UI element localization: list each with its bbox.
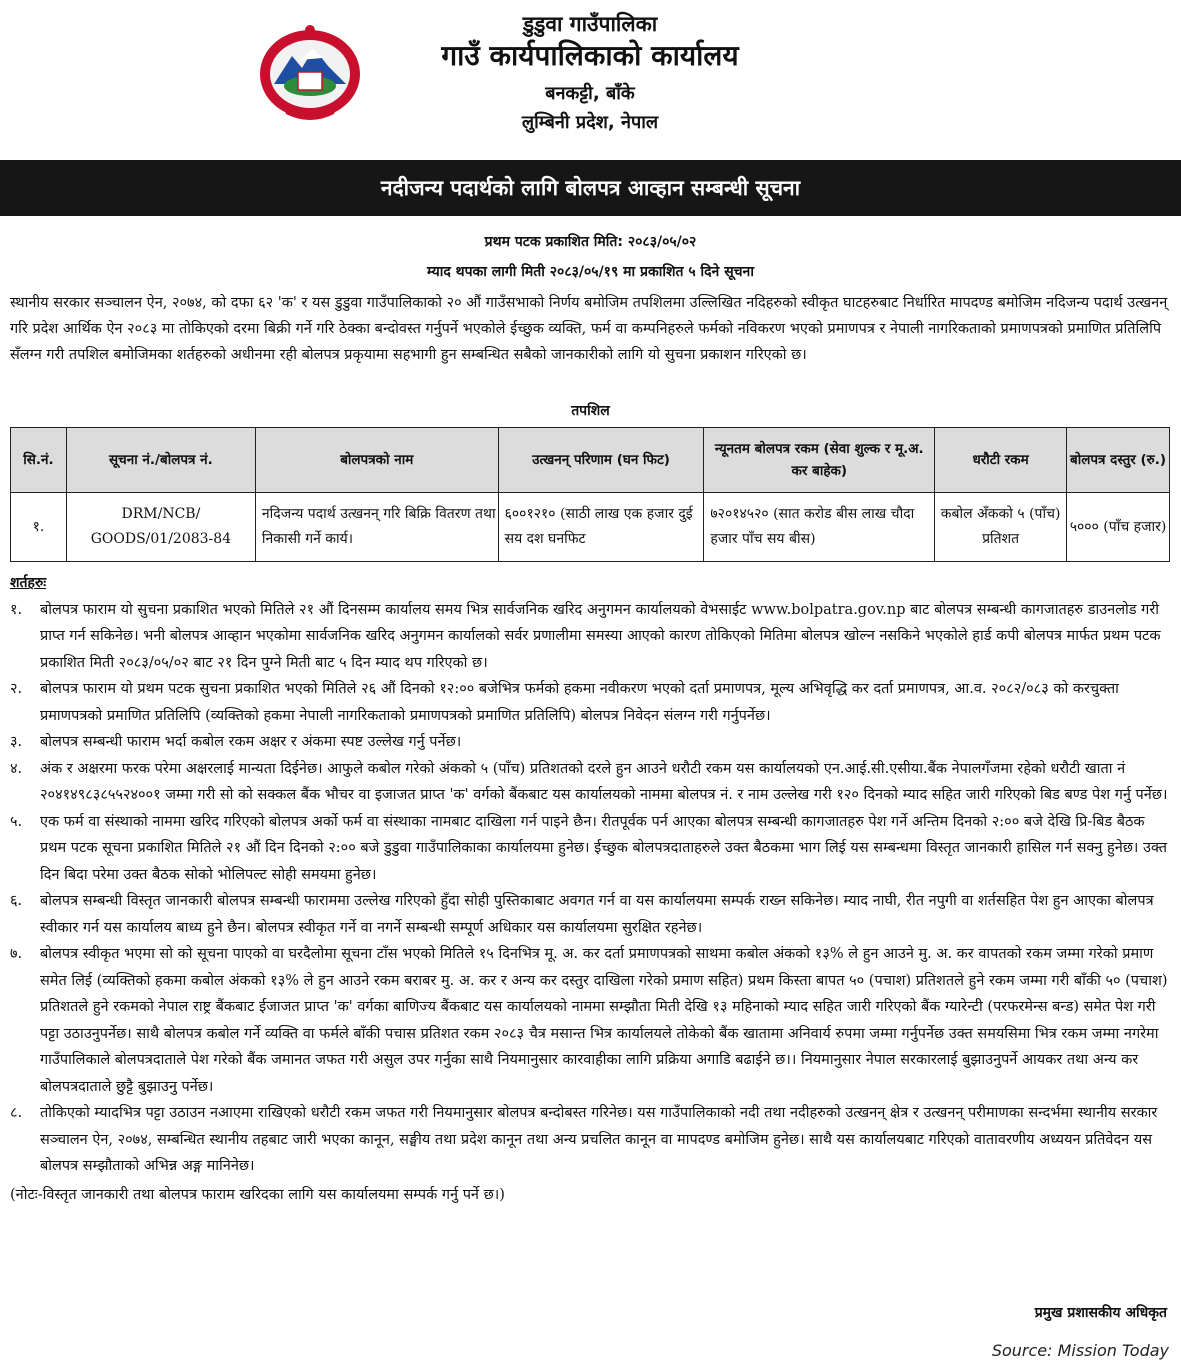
bid-table: [10, 427, 1170, 562]
condition-number: ६.: [10, 893, 23, 909]
intro-paragraph: स्थानीय सरकार सञ्चालन ऐन, २०७४, को दफा ६२ 'क' र यस डुडुवा गाउँपालिकाको २० औं गाउँसभाको निर्णय बमोजिम तपशिलमा उल्लिखित नदिहरुको स्वीकृत घाटहरुबाट निर्धारित मापदण्ड बमोजिम नदिजन्य पदार्थ उत्खनन् गरि प्रदेश आर्थिक ऐन २०८३ मा तोकिएको दरमा बिक्री गर्ने गरि ठेक्का बन्दोवस्त गर्नुपर्ने भएकोले ईच्छुक व्यक्ति, फर्म वा कम्पनिहरुले फर्मको नविकरण भएको प्रमाणपत्र र नेपाली नागरिकताको प्रमाणपत्रको प्रमाणित प्रतिलिपि सँलग्न गरी तपशिल बमोजिमका शर्तहरुको अधीनमा रही बोलपत्र प्रकृयामा सहभागी हुन सम्बन्धित सबैको जानकारीको लागि यो सुचना प्रकाशन गरिएको छ।: [10, 295, 1168, 363]
condition-item: [10, 676, 1172, 729]
condition-text: बोलपत्र सम्बन्धी फाराम भर्दा कबोल रकम अक्षर र अंकमा स्पष्ट उल्लेख गर्नु पर्नेछ।: [40, 734, 462, 750]
province-country: लुम्बिनी प्रदेश, नेपाल: [521, 112, 659, 134]
details-heading: तपशिल: [571, 403, 610, 419]
conditions-section: [10, 570, 1172, 1208]
source-credit: Source: Mission Today: [991, 1341, 1169, 1360]
col-header-quantity: उत्खनन् परिणाम (घन फिट): [498, 428, 704, 493]
condition-number: २.: [10, 681, 23, 697]
col-header-fee: बोलपत्र दस्तुर (रु.): [1067, 428, 1170, 493]
cell-quantity: ६००१२१० (साठी लाख एक हजार दुई सय दश घनफिट: [498, 493, 704, 562]
note-text: (नोटः-विस्तृत जानकारी तथा बोलपत्र फाराम खरिदका लागि यस कार्यालयमा सम्पर्क गर्नु पर्ने छ।): [10, 1186, 505, 1203]
col-header-sn: सि.नं.: [11, 428, 67, 493]
condition-text: बोलपत्र स्वीकृत भएमा सो को सूचना पाएको वा घरदैलोमा सूचना टाँस भएको मितिले १५ दिनभित्र मू. अ. कर दर्ता प्रमाणपत्रको साथमा कबोल अंकको १३% ले हुन आउने मु. अ. कर वापतको रकम जम्मा गरेको प्रमाण समेत लिई (व्यक्तिको हकमा कबोल अंकको १३% ले हुन आउने रकम बराबर मु. अ. कर र अन्य कर दस्तुर दाखिला गरेको प्रमाण सहित) प्रथम किस्ता बापत ५० (पचाश) प्रतिशतले हुने रकम जम्मा गरी बाँकी ५० (पचाश) प्रतिशतले हुने रकमको नेपाल राष्ट्र बैंकबाट ईजाजत प्राप्त 'क' वर्गका बाणिज्य बैंकबाट यस कार्यालयको नाममा सम्झौता मिती देखि १३ महिनाको म्याद सहित जारी गरिएको बैंक ग्यारेन्टी (परफरमेन्स बन्ड) समेत पेश गरी पट्टा उठाउनुपर्नेछ। साथै बोलपत्र कबोल गर्ने व्यक्ति वा फर्मले बाँकी पचास प्रतिशत रकम २०८३ चैत्र मसान्त भित्र कार्यालयले तोकेको बैंक खातामा अनिवार्य रुपमा जम्मा गर्नुपर्नेछ उक्त समयसिमा भित्र रकम जम्मा नगरेमा गाउँपालिकाले बोलपत्रदाताले पेश गरेको बैंक जमानत जफत गरी असुल उपर गर्नुका साथै नियमानुसार कारवाहीका लागि प्रक्रिया अगाडि बढाईने छ।। नियमानुसार नेपाल सरकारलाई बुझाउनुपर्ने आयकर तथा अन्य कर बोलपत्रदाताले छुट्टै बुझाउनु पर्नेछ।: [40, 946, 1168, 1095]
condition-text: बोलपत्र फाराम यो प्रथम पटक सुचना प्रकाशित भएको मितिले २६ औं दिनको १२:०० बजेभित्र फर्मको हकमा नवीकरण भएको दर्ता प्रमाणपत्र, मूल्य अभिवृद्धि कर दर्ता प्रमाणपत्र, आ.व. २०८२/०८३ को करचुक्ता प्रमाणपत्रको प्रमाणित प्रतिलिपि (व्यक्तिको हकमा नेपाली नागरिकताको प्रमाणपत्रको प्रमाणित प्रतिलिपि) बोलपत्र निवेदन संलग्न गरी गर्नुपर्नेछ।: [40, 681, 1119, 724]
condition-number: ३.: [10, 734, 23, 750]
condition-item: [10, 597, 1172, 677]
col-header-bid-name: बोलपत्रको नाम: [255, 428, 498, 493]
condition-number: ४.: [10, 760, 23, 777]
condition-number: ८.: [10, 1105, 23, 1121]
condition-text: एक फर्म वा संस्थाको नाममा खरिद गरिएको बोलपत्र अर्को फर्म वा संस्थाका नामबाट दाखिला गर्न पाइने छैन। रीतपूर्वक पर्न आएका बोलपत्र सम्बन्धी कागजातहरु पेश गर्ने अन्तिम दिनको २:०० बजे देखि प्रि-बिड बैठक प्रथम पटक सूचना प्रकाशित मितिले २१ औं दिन दिनको २:०० बजे डुडुवा गाउँपालिकाका कार्यालयमा हुनेछ। ईच्छुक बोलपत्रदाताहरुले उक्त बैठकमा भाग लिई यस सम्बन्धमा विस्तृत जानकारी हासिल गर्न सक्नु हुनेछ। उक्त दिन बिदा परेमा उक्त बैठक सोको भोलिपल्ट सोही समयमा हुनेछ।: [40, 813, 1168, 883]
nepal-emblem-icon: [254, 22, 366, 122]
office-location: बनकट्टी, बाँके: [545, 82, 635, 104]
condition-item: [10, 1100, 1172, 1180]
cell-deposit: कबोल अँकको ५ (पाँच) प्रतिशत: [935, 493, 1067, 562]
notice-title: नदीजन्य पदार्थको लागि बोलपत्र आव्हान सम्बन्धी सूचना: [0, 160, 1181, 216]
condition-text: बोलपत्र फाराम यो सुचना प्रकाशित भएको मितिले २१ औं दिनसम्म कार्यालय समय भित्र सार्वजनिक खरिद अनुगमन कार्यालयको वेभसाईट www.bolpatra.gov.np बाट बोलपत्र सम्बन्धी कागजातहरु डाउनलोड गरी प्राप्त गर्न सकिनेछ। भनी बोलपत्र आव्हान भएकोमा सार्वजनिक खरिद अनुगमन कार्यालको सर्वर प्रणालीमा समस्या आएको कारण तोकिएको मितिमा बोलपत्र खोल्न नसकिने भएकोले हार्ड कपी बोलपत्र मार्फत प्रथम पटक प्रकाशित मिती २०८३/०५/०२ बाट २१ दिन पुग्ने मिती बाट ५ दिन म्याद थप गरिएको छ।: [40, 601, 1161, 671]
condition-text: अंक र अक्षरमा फरक परेमा अक्षरलाई मान्यता दिईनेछ। आफुले कबोल गरेको अंकको ५ (पाँच) प्रतिशतको दरले हुन आउने धरौटी रकम यस कार्यालयको एन.आई.सी.एसीया.बैंक नेपालगँजमा रहेको धरौटी खाता नं २०४१४९८३८५५२४००१ जम्मा गरी सो को सक्कल बैंक भौचर वा इजाजत प्राप्त 'क' वर्गको बैंकबाट यस कार्यालयको नाममा बोलपत्र नं. र नाम उल्लेख गरी १२० दिनको म्याद सहित जारी गरिएको बिड बण्ड पेश गर्नु पर्नेछ।: [40, 760, 1168, 803]
col-header-deposit: धरौटी रकम: [935, 428, 1067, 493]
first-publication-date: प्रथम पटक प्रकाशित मिति: २०८३/०५/०२: [484, 234, 697, 250]
office-name: गाउँ कार्यपालिकाको कार्यालय: [441, 39, 739, 73]
condition-item: [10, 941, 1172, 1100]
cell-fee: ५००० (पाँच हजार): [1067, 493, 1170, 562]
condition-item: [10, 809, 1172, 889]
cell-sn: १.: [11, 493, 67, 562]
cell-notice-no: DRM/NCB/ GOODS/01/2083-84: [66, 493, 255, 562]
condition-item: [10, 729, 1172, 756]
condition-text: तोकिएको म्यादभित्र पट्टा उठाउन नआएमा राखिएको धरौटी रकम जफत गरी नियमानुसार बोलपत्र बन्दोबस्त गरिनेछ। यस गाउँपालिकाको नदी तथा नदीहरुको उत्खनन् क्षेत्र र उत्खनन् परीमाणका सन्दर्भमा स्थानीय सरकार सञ्चालन ऐन, २०७४, सम्बन्धित स्थानीय तहबाट जारी भएका कानून, सङ्घीय तथा प्रदेश कानून तथा अन्य प्रचलित कानून वा मापदण्ड बमोजिम हुनेछ। साथै यस कार्यालयबाट गरिएको वातावरणीय अध्ययन प्रतिवेदन यस बोलपत्र सम्झौताको अभिन्न अङ्ग मानिनेछ।: [40, 1105, 1158, 1174]
col-header-notice-no: सूचना नं./बोलपत्र नं.: [66, 428, 255, 493]
condition-text: बोलपत्र सम्बन्धी विस्तृत जानकारी बोलपत्र सम्बन्धी फाराममा उल्लेख गरिएको हुँदा सोही पुस्तिकाबाट अवगत गर्न वा यस कार्यालयमा सम्पर्क राख्न सकिनेछ। म्याद नाघी, रीत नपुगी वा शर्तसहित पेश हुन आएका बोलपत्र स्वीकार गर्न यस कार्यालय बाध्य हुने छैन। बोलपत्र स्वीकृत गर्ने वा नगर्ने सम्बन्धी सम्पूर्ण अधिकार यस कार्यालयमा सुरक्षित रहनेछ।: [40, 893, 1154, 936]
extension-notice: म्याद थपका लागी मिती २०८३/०५/१९ मा प्रकाशित ५ दिने सूचना: [427, 264, 754, 280]
signatory-title: प्रमुख प्रशासकीय अधिकृत: [1034, 1305, 1167, 1321]
condition-number: ७.: [10, 946, 23, 962]
table-header-row: [11, 428, 1170, 493]
condition-item: [10, 756, 1172, 809]
table-row: [11, 493, 1170, 562]
col-header-min-amount: न्यूनतम बोलपत्र रकम (सेवा शुल्क र मू.अ. कर बाहेक): [704, 428, 935, 493]
letterhead: [0, 0, 1181, 158]
conditions-title: शर्तहरुः: [10, 575, 47, 591]
municipality-name: डुडुवा गाउँपालिका: [522, 12, 658, 36]
condition-item: [10, 888, 1172, 941]
cell-min-amount: ७२०१४५२० (सात करोड बीस लाख चौदा हजार पाँच सय बीस): [704, 493, 935, 562]
condition-number: १.: [10, 601, 23, 618]
cell-bid-name: नदिजन्य पदार्थ उत्खनन् गरि बिक्रि वितरण तथा निकासी गर्ने कार्य।: [255, 493, 498, 562]
condition-number: ५.: [10, 813, 23, 830]
